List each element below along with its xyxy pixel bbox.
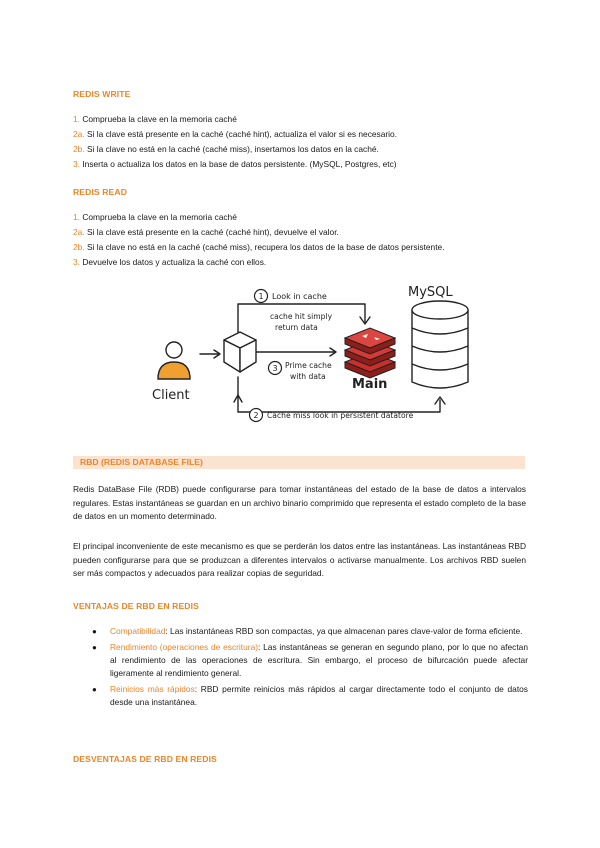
list-item: 2b. Si la clave no está en la caché (caché miss), insertamos los datos en la caché. [73, 144, 379, 154]
main-label: Main [352, 377, 388, 392]
list-item: ● Rendimiento (operaciones de escritura): Las instantáneas se generan en segundo plano, por lo que no afectan al rendimiento de las operaciones de escritura. Sin embargo, el proceso de bifurcación puede afectar ligeramente al rendimiento general. [92, 642, 528, 678]
redis-logo-icon [345, 328, 395, 378]
ventajas-list [92, 625, 528, 712]
step-1-number: 1 [258, 292, 264, 301]
prime-cache-label-line1: Prime cache [285, 361, 332, 370]
ventajas-heading: VENTAJAS DE RBD EN REDIS [73, 601, 199, 611]
list-item: 1. Comprueba la clave en la memoria caché [73, 212, 237, 222]
write-heading: REDIS WRITE [73, 89, 131, 99]
cache-miss-label: Cache miss look in persistent datatore [267, 411, 414, 420]
bullet-icon: ● [92, 643, 97, 652]
list-item: ● Reinicios más rápidos: RBD permite reinicios más rápidos al cargar directamente todo el conjunto de datos desde una instantánea. [92, 684, 528, 707]
cache-hit-label-line1: cache hit simply [270, 312, 333, 321]
list-item: 3. Inserta o actualiza los datos en la base de datos persistente. (MySQL, Postgres, etc) [73, 159, 397, 169]
client-label: Client [152, 388, 190, 403]
list-item: 2a. Si la clave está presente en la caché (caché hint), devuelve el valor. [73, 227, 339, 237]
rdb-paragraph-1: Redis DataBase File (RDB) puede configurarse para tomar instantáneas del estado de la base de datos a intervalos regulares. Estas instantáneas se guardan en un archivo binario comprimido que representa el estado completo de la base de datos en un momento determinado. [73, 484, 526, 521]
bullet-icon: ● [92, 627, 97, 636]
list-item: 1. Comprueba la clave en la memoria caché [73, 114, 237, 124]
step-3-number: 3 [272, 364, 278, 373]
client-icon [158, 342, 190, 379]
list-item: 3. Devuelve los datos y actualiza la caché con ellos. [73, 257, 267, 267]
mysql-label: MySQL [408, 285, 453, 300]
step-2-number: 2 [253, 411, 259, 420]
cache-hit-label-line2: return data [275, 323, 318, 332]
cache-miss-arrow [238, 377, 440, 412]
list-item: ● Compatibilidad: Las instantáneas RBD son compactas, ya que almacenan pares clave-valor de forma eficiente. [92, 626, 523, 636]
look-in-cache-label: Look in cache [272, 292, 327, 301]
redis-cache-diagram [140, 282, 470, 432]
desventajas-heading: DESVENTAJAS DE RBD EN REDIS [73, 754, 217, 764]
bullet-icon: ● [92, 685, 97, 694]
list-item: 2a. Si la clave está presente en la caché (caché hint), actualiza el valor si es necesario. [73, 129, 398, 139]
rdb-heading: RBD (REDIS DATABASE FILE) [80, 457, 203, 467]
write-steps [73, 113, 397, 170]
list-item: 2b. Si la clave no está en la caché (caché miss), recupera los datos de la base de datos persistente. [73, 242, 445, 252]
rdb-section-header [73, 456, 525, 469]
cache-cube-icon [224, 332, 256, 372]
mysql-database-icon [412, 301, 468, 388]
rdb-paragraph-2: El principal inconveniente de este mecanismo es que se perderán los datos entre las instantáneas. Las instantáneas RBD pueden configurarse para que se produzcan a diferentes intervalos o activarse manualmente. Los archivos RBD suelen ser más compactos y adecuados para realizar copias de seguridad. [73, 541, 526, 578]
read-heading: REDIS READ [73, 187, 128, 197]
read-steps [73, 211, 445, 268]
prime-cache-label-line2: with data [290, 372, 326, 381]
